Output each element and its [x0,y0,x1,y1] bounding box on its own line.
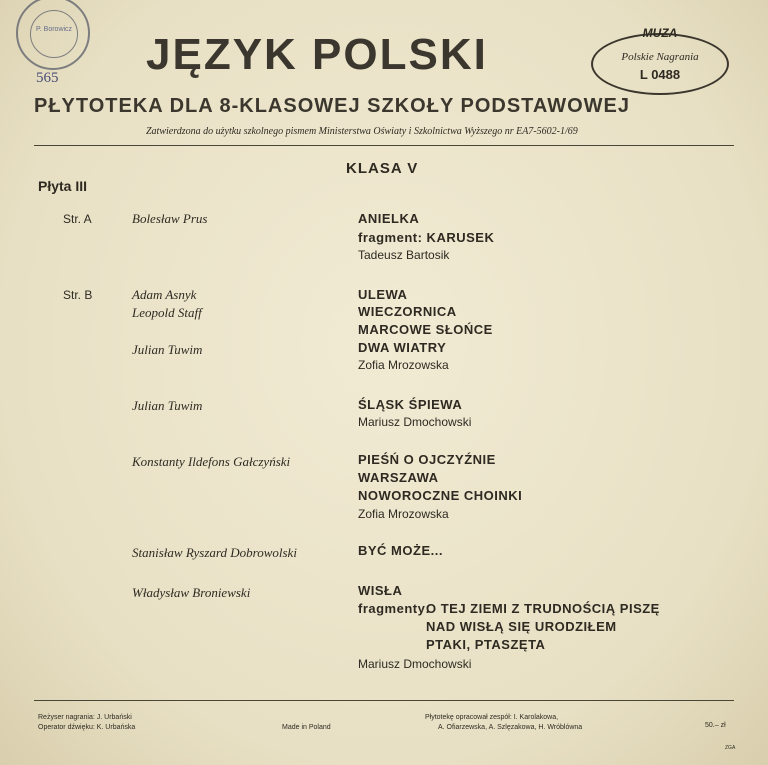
work-slask-spiewa: ŚLĄSK ŚPIEWA [358,397,463,412]
album-subtitle: PŁYTOTEKA DLA 8-KLASOWEJ SZKOŁY PODSTAWOWEJ [34,95,630,117]
top-divider [34,145,734,146]
fragment-karusek: fragment: KARUSEK [358,230,495,245]
author-galczynski: Konstanty Ildefons Gałczyński [132,454,291,469]
fragment-nad-wisla: NAD WISŁĄ SIĘ URODZIŁEM [426,619,617,634]
handwritten-number: 565 [36,70,59,86]
work-anielka: ANIELKA [358,211,420,226]
logo-label: Polskie Nagrania [621,51,699,63]
reader-dmochowski-1: Mariusz Dmochowski [358,415,472,429]
credit-director: Reżyser nagrania: J. Urbański [38,714,132,721]
album-title: JĘZYK POLSKI [146,30,488,79]
reader-mrozowska-2: Zofia Mrozowska [358,507,449,521]
fragment-o-tej-ziemi: O TEJ ZIEMI Z TRUDNOŚCIĄ PISZĘ [426,601,660,616]
library-stamp-inner-ring [30,10,78,58]
library-stamp-text: P. Borowicz [36,26,73,33]
work-noworoczne-choinki: NOWOROCZNE CHOINKI [358,488,523,503]
fragments-label: fragmenty: [358,601,431,616]
author-tuwim-1: Julian Tuwim [132,342,203,357]
reader-dmochowski-2: Mariusz Dmochowski [358,657,472,671]
printer-code: ZGA [725,745,736,751]
approval-note: Zatwierdzona do użytku szkolnego pismem Ministerstwa Oświaty i Szkolnictwa Wyższego nr EA7-5602-1/69 [146,126,578,137]
reader-mrozowska-1: Zofia Mrozowska [358,358,449,372]
price: 50.– zł [705,722,726,729]
catalog-number: L 0488 [639,67,681,82]
author-dobrowolski: Stanisław Ryszard Dobrowolski [132,545,297,560]
author-broniewski: Władysław Broniewski [132,585,251,600]
author-asnyk: Adam Asnyk [132,287,197,302]
work-wisla: WISŁA [358,583,403,598]
bottom-divider [34,700,734,701]
work-dwa-wiatry: DWA WIATRY [358,340,447,355]
work-byc-moze: BYĆ MOŻE... [358,543,443,558]
made-in-poland: Made in Poland [282,724,331,731]
class-heading: KLASA V [346,160,419,177]
author-staff: Leopold Staff [132,305,202,320]
disc-label: Płyta III [38,178,88,194]
author-tuwim-2: Julian Tuwim [132,398,203,413]
credit-team-line-1: Płytotekę opracował zespół: I. Karolakowa, [425,714,559,721]
author-prus: Bolesław Prus [132,211,208,226]
work-piesn-o-ojczyznie: PIEŚŃ O OJCZYŹNIE [358,452,496,467]
muza-logo [591,26,729,95]
work-wieczornica: WIECZORNICA [358,304,457,319]
side-a-label: Str. A [63,212,92,226]
work-warszawa: WARSZAWA [358,470,439,485]
reader-bartosik: Tadeusz Bartosik [358,248,450,262]
library-stamp [16,0,90,70]
work-marcowe-slonce: MARCOWE SŁOŃCE [358,322,493,337]
credit-team-line-2: A. Ofiarzewska, A. Szlęzakowa, H. Wróblówna [438,724,583,731]
credit-operator: Operator dźwięku: K. Urbańska [38,724,136,731]
logo-brand: MUZA [642,26,678,40]
work-ulewa: ULEWA [358,287,408,302]
side-b-label: Str. B [63,288,93,302]
fragment-ptaki: PTAKI, PTASZĘTA [426,637,546,652]
